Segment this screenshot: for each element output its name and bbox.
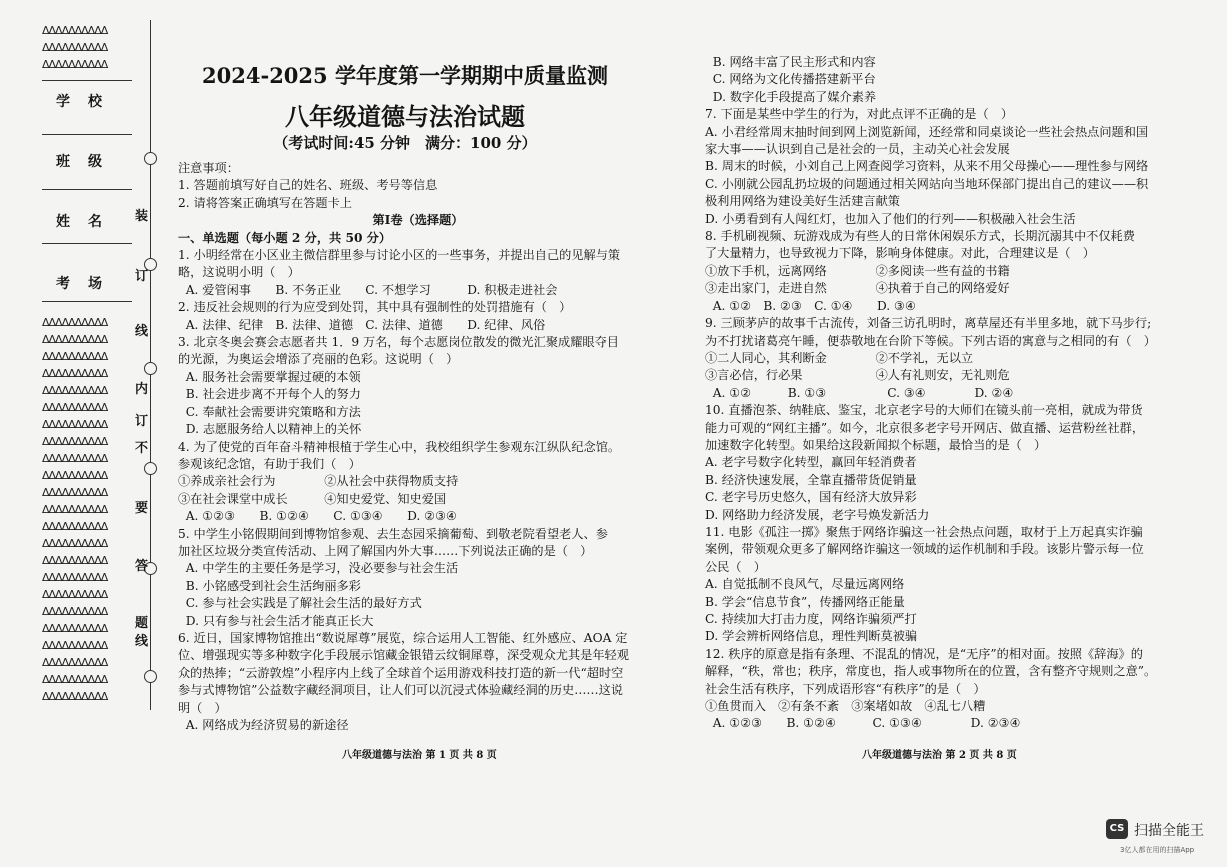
text-line: A. 小君经常周末抽时间到网上浏览新闻，还经常和同桌谈论一些社会热点问题和国 (705, 124, 1149, 139)
triangle-row: ΔΔΔΔΔΔΔΔΔΔ (42, 418, 108, 431)
page1-footer: 八年级道德与法治 第 1 页 共 8 页 (342, 750, 497, 761)
triangle-row: ΔΔΔΔΔΔΔΔΔΔ (42, 520, 108, 533)
text-line: 加社区垃圾分类宣传活动、上网了解国内外大事……下列说法正确的是（ ） (178, 543, 593, 558)
seal-char: 题 (135, 616, 149, 631)
class-label: 班级 (56, 154, 120, 170)
seal-char: 订 (135, 269, 149, 284)
seal-char: 订 (135, 414, 149, 429)
text-line: A. 爱管闲事 B. 不务正业 C. 不想学习 D. 积极走进社会 (178, 282, 558, 297)
binding-hole (144, 670, 157, 683)
seal-char: 答 (135, 559, 149, 574)
text-line: 的光源，为奥运会增添了亮丽的色彩。这说明（ ） (178, 352, 459, 367)
triangle-row: ΔΔΔΔΔΔΔΔΔΔ (42, 537, 108, 550)
text-line: 加速数字化转型。如果给这段新闻拟个标题，最恰当的是（ ） (705, 437, 1047, 452)
page2-footer: 八年级道德与法治 第 2 页 共 8 页 (862, 750, 1017, 761)
seal-char: 不 (135, 441, 149, 456)
text-line: B. 小铭感受到社会生活绚丽多彩 (178, 578, 361, 593)
exam-room-label: 考场 (56, 276, 120, 292)
text-line: 2. 请将答案正确填写在答题卡上 (178, 195, 352, 210)
text-line: 略，这说明小明（ ） (178, 265, 300, 280)
student-info-box (42, 80, 132, 302)
text-line: 家大事——认识到自己是社会的一员，主动关心社会发展 (705, 142, 1010, 157)
text-line: 11. 电影《孤注一掷》聚焦于网络诈骗这一社会热点问题，取材于上万起真实诈骗 (705, 524, 1143, 539)
text-line: 1. 小明经常在小区业主微信群里参与讨论小区的一些事务，并提出自己的见解与策 (178, 248, 621, 263)
text-line: A. ①② B. ①③ C. ③④ D. ②④ (705, 385, 1014, 400)
triangle-row: ΔΔΔΔΔΔΔΔΔΔ (42, 41, 108, 54)
text-line: 了大量精力，也导致视力下降，影响身体健康。对此，合理建议是（ ） (705, 246, 1095, 261)
cs-logo-icon: CS (1106, 819, 1128, 839)
text-line: ③在社会课堂中成长 ④知史爱党、知史爱国 (178, 491, 447, 506)
text-line: 7. 下面是某些中学生的行为，对此点评不正确的是（ ） (705, 107, 1014, 122)
triangle-row: ΔΔΔΔΔΔΔΔΔΔ (42, 316, 108, 329)
text-line: ③走出家门，走进自然 ④执着于自己的网络爱好 (705, 281, 1010, 296)
text-line: 极利用网络为建设美好生活建言献策 (705, 194, 900, 209)
text-line: 明（ ） (178, 700, 227, 715)
triangle-row: ΔΔΔΔΔΔΔΔΔΔ (42, 486, 108, 499)
text-line: D. 志愿服务给人以精神上的关怀 (178, 422, 362, 437)
text-line: 4. 为了使党的百年奋斗精神根植于学生心中，我校组织学生参观东江纵队纪念馆。 (178, 439, 621, 454)
text-line: 1. 答题前填写好自己的姓名、班级、考号等信息 (178, 178, 438, 193)
triangle-row: ΔΔΔΔΔΔΔΔΔΔ (42, 622, 108, 635)
text-line: C. 持续加大打击力度，网络诈骗须严打 (705, 612, 917, 626)
text-line: ①养成亲社会行为 ②从社会中获得物质支持 (178, 474, 459, 489)
triangle-row: ΔΔΔΔΔΔΔΔΔΔ (42, 24, 108, 37)
triangle-row: ΔΔΔΔΔΔΔΔΔΔ (42, 503, 108, 516)
name-label: 姓名 (56, 214, 120, 230)
exam-subtitle: 八年级道德与法治试题 (285, 102, 525, 131)
text-line: A. 网络成为经济贸易的新途径 (178, 718, 349, 732)
triangle-row: ΔΔΔΔΔΔΔΔΔΔ (42, 452, 108, 465)
exam-title: 2024-2025 学年度第一学期期中质量监测 (202, 63, 608, 88)
text-line: 众的热捧；“云游敦煌”小程序内上线了全球首个运用游戏科技打造的新一代“超时空 (178, 665, 624, 680)
text-line: B. 社会进步离不开每个人的努力 (178, 387, 361, 402)
text-line: 注意事项： (178, 161, 239, 175)
text-line: A. ①②③ B. ①②④ C. ①③④ D. ②③④ (705, 716, 1021, 731)
text-line: 3. 北京冬奥会赛会志愿者共 1．9 万名，每个志愿岗位散发的微光汇聚成耀眼夺目 (178, 335, 619, 350)
text-line: B. 学会“信息节食”，传播网络正能量 (705, 594, 905, 609)
section-heading: 第Ⅰ卷（选择题） (372, 213, 464, 228)
text-line: 参观该纪念馆，有助于我们（ ） (178, 456, 361, 471)
text-line: B. 网络丰富了民主形式和内容 (705, 55, 876, 69)
text-line: D. 小勇看到有人闯红灯，也加入了他们的行列——积极融入社会生活 (705, 211, 1076, 226)
triangle-row: ΔΔΔΔΔΔΔΔΔΔ (42, 384, 108, 397)
text-line: A. ①②③ B. ①②④ C. ①③④ D. ②③④ (178, 509, 457, 524)
text-line: C. 小刚就公园乱扔垃圾的问题通过相关网站向当地环保部门提出自己的建议——积 (705, 176, 1149, 191)
text-line: ①二人同心，其利断金 ②不学礼，无以立 (705, 350, 974, 365)
text-line: C. 参与社会实践是了解社会生活的最好方式 (178, 596, 422, 611)
text-line: 为不打扰诸葛亮午睡，便恭敬地在台阶下等候。下列古语的寓意与之相同的有（ ） (705, 333, 1156, 348)
triangle-row: ΔΔΔΔΔΔΔΔΔΔ (42, 435, 108, 448)
seal-char: 要 (135, 501, 149, 516)
triangle-row: ΔΔΔΔΔΔΔΔΔΔ (42, 333, 108, 346)
text-line: 案例，带领观众更多了解网络诈骗这一领域的运作机制和手段。该影片警示每一位 (705, 542, 1144, 557)
text-line: C. 老字号历史悠久，国有经济大放异彩 (705, 490, 917, 505)
page2-content (705, 54, 1205, 733)
triangle-row: ΔΔΔΔΔΔΔΔΔΔ (42, 367, 108, 380)
seal-char: 线 (135, 634, 149, 649)
text-line: 公民（ ） (705, 559, 766, 574)
text-line: ①放下手机，远离网络 ②多阅读一些有益的书籍 (705, 263, 1010, 278)
seal-char: 装 (135, 209, 149, 224)
text-line: B. 经济快速发展，全靠直播带货促销量 (705, 472, 917, 487)
binding-hole (144, 152, 157, 165)
triangle-row: ΔΔΔΔΔΔΔΔΔΔ (42, 605, 108, 618)
triangle-row: ΔΔΔΔΔΔΔΔΔΔ (42, 401, 108, 414)
scanner-tagline: 3亿人都在用的扫描App (1120, 846, 1195, 854)
text-line: A. 老字号数字化转型，赢回年轻消费者 (705, 455, 917, 470)
text-line: B. 周末的时候，小刘自己上网查阅学习资料，从来不用父母操心——理性参与网络 (705, 159, 1149, 174)
text-line: D. 学会辨析网络信息，理性判断莫被骗 (705, 629, 918, 644)
triangle-row: ΔΔΔΔΔΔΔΔΔΔ (42, 350, 108, 363)
triangle-row: ΔΔΔΔΔΔΔΔΔΔ (42, 554, 108, 567)
text-line: 解释，“秩，常也；秩序，常度也，指人或事物所在的位置，含有整齐守规则之意”。 (705, 664, 1157, 679)
section-heading: 一、单选题（每小题 2 分，共 50 分） (178, 230, 392, 245)
text-line: 能力可观的“网红主播”。如今，北京很多老字号开网店、做直播、运营粉丝社群， (705, 420, 1145, 435)
exam-info: （考试时间:45 分钟 满分：100 分） (273, 134, 537, 152)
triangle-row: ΔΔΔΔΔΔΔΔΔΔ (42, 690, 108, 703)
text-line: C. 奉献社会需要讲究策略和方法 (178, 404, 361, 419)
scanner-app-name: 扫描全能王 (1134, 823, 1204, 839)
triangle-row: ΔΔΔΔΔΔΔΔΔΔ (42, 673, 108, 686)
triangle-row: ΔΔΔΔΔΔΔΔΔΔ (42, 639, 108, 652)
text-line: ①鱼贯而入 ②有条不紊 ③案堵如故 ④乱七八糟 (705, 699, 986, 714)
text-line: 8. 手机刷视频、玩游戏成为有些人的日常休闲娱乐方式，长期沉溺其中不仅耗费 (705, 229, 1135, 244)
binding-hole (144, 362, 157, 375)
page1-content (178, 160, 658, 734)
text-line: C. 网络为文化传播搭建新平台 (705, 72, 876, 87)
text-line: A. 自觉抵制不良风气，尽量远离网络 (705, 577, 905, 592)
triangle-row: ΔΔΔΔΔΔΔΔΔΔ (42, 58, 108, 71)
text-line: 6. 近日，国家博物馆推出“数说犀尊”展览，综合运用人工智能、红外感应、AOA 定 (178, 630, 628, 645)
seal-char: 线 (135, 324, 149, 339)
triangle-row: ΔΔΔΔΔΔΔΔΔΔ (42, 588, 108, 601)
text-line: 参与式博物馆”公益数字藏经洞项目，让人们可以沉浸式体验藏经洞的历史……这说 (178, 683, 623, 698)
text-line: 12. 秩序的原意是指有条理、不混乱的情况，是“无序”的相对面。按照《辞海》的 (705, 646, 1143, 661)
triangle-row: ΔΔΔΔΔΔΔΔΔΔ (42, 656, 108, 669)
text-line: 2. 违反社会规则的行为应受到处罚，其中具有强制性的处罚措施有（ ） (178, 300, 572, 315)
text-line: D. 只有参与社会生活才能真正长大 (178, 613, 374, 628)
text-line: D. 数字化手段提高了媒介素养 (705, 89, 877, 104)
text-line: 9. 三顾茅庐的故事千古流传，刘备三访孔明时，离草屋还有半里多地，就下马步行; (705, 316, 1152, 331)
text-line: 5. 中学生小铭假期间到博物馆参观、去生态园采摘葡萄、到敬老院看望老人、参 (178, 526, 608, 541)
text-line: A. 服务社会需要掌握过硬的本领 (178, 369, 361, 384)
text-line: A. 中学生的主要任务是学习，没必要参与社会生活 (178, 561, 459, 576)
school-label: 学校 (56, 94, 120, 110)
binding-hole (144, 462, 157, 475)
seal-char: 内 (135, 382, 149, 397)
text-line: 位、增强现实等多种数字化手段展示馆藏金银错云纹铜犀尊，深受观众尤其是年轻观 (178, 648, 629, 663)
triangle-row: ΔΔΔΔΔΔΔΔΔΔ (42, 571, 108, 584)
text-line: 社会生活有秩序，下列成语形容“有秩序”的是（ ） (705, 681, 986, 696)
triangle-row: ΔΔΔΔΔΔΔΔΔΔ (42, 469, 108, 482)
text-line: D. 网络助力经济发展，老字号焕发新活力 (705, 507, 930, 522)
text-line: ③言必信，行必果 ④人有礼则安，无礼则危 (705, 368, 1010, 383)
text-line: 10. 直播泡茶、纳鞋底、鉴宝，北京老字号的大师们在镜头前一亮相，就成为带货 (705, 403, 1143, 418)
text-line: A. ①② B. ②③ C. ①④ D. ③④ (705, 298, 916, 313)
text-line: A. 法律、纪律 B. 法律、道德 C. 法律、道德 D. 纪律、风俗 (178, 317, 546, 332)
